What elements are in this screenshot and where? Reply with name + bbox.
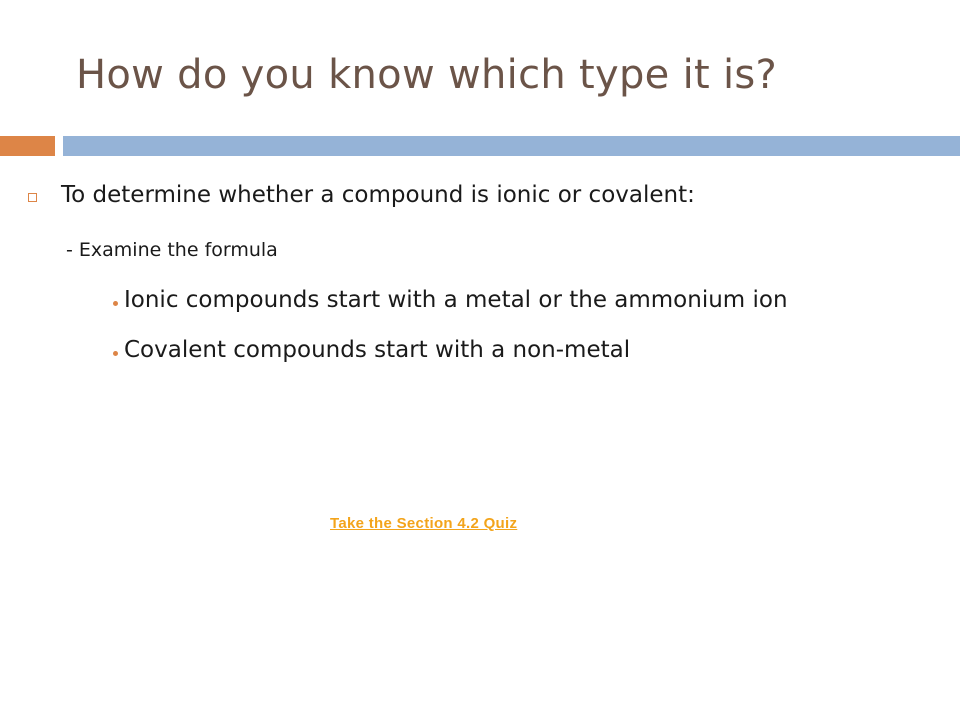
title-bar-accent bbox=[0, 136, 55, 156]
dot-bullet-icon bbox=[113, 351, 118, 356]
square-bullet-icon bbox=[28, 193, 37, 202]
sub-item-text: - Examine the formula bbox=[66, 239, 278, 261]
point-ionic: Ionic compounds start with a metal or the ammonium ion bbox=[124, 287, 788, 313]
main-bullet-text: To determine whether a compound is ionic or covalent: bbox=[61, 182, 695, 208]
quiz-link[interactable]: Take the Section 4.2 Quiz bbox=[330, 515, 518, 532]
dot-bullet-icon bbox=[113, 301, 118, 306]
slide-title: How do you know which type it is? bbox=[76, 52, 778, 98]
point-covalent: Covalent compounds start with a non-metal bbox=[124, 337, 631, 363]
title-bar bbox=[63, 136, 960, 156]
